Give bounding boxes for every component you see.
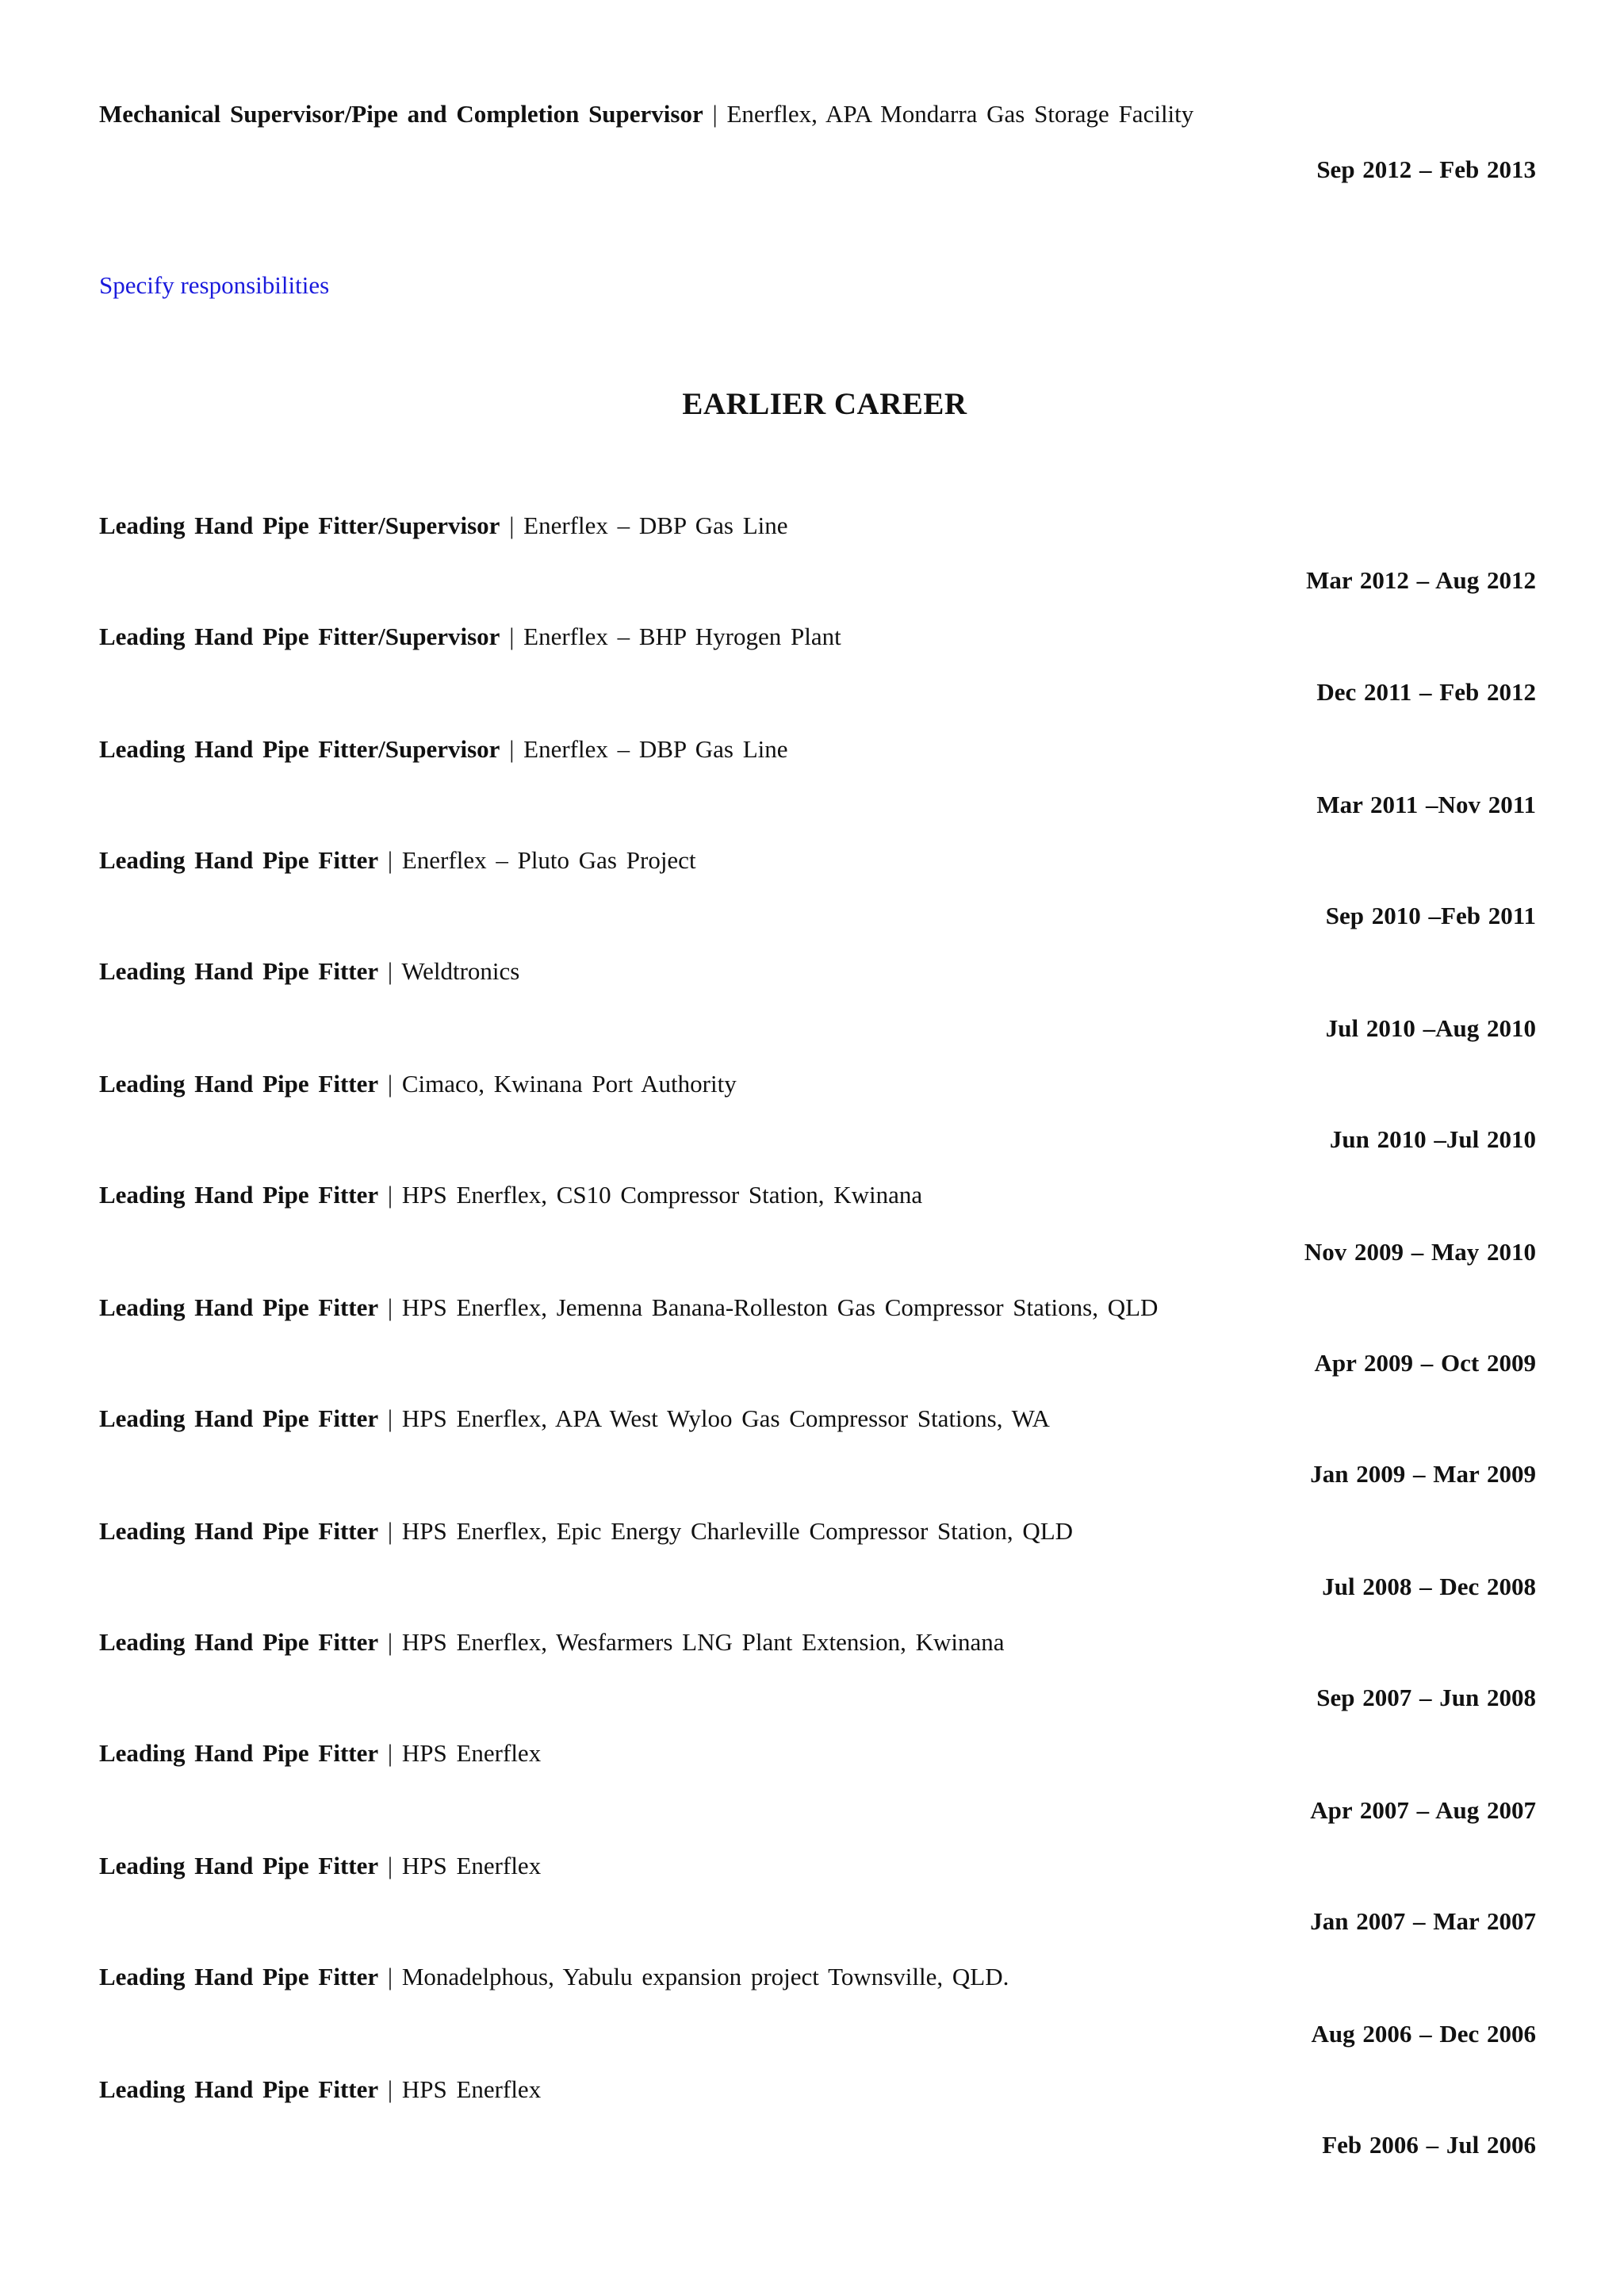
job-employer: Enerflex – BHP Hyrogen Plant	[523, 623, 841, 650]
title-separator: |	[509, 735, 515, 763]
job-dates: Jun 2010 –Jul 2010	[1329, 1125, 1536, 1153]
job-employer: Enerflex – DBP Gas Line	[523, 511, 788, 539]
job-title: Leading Hand Pipe Fitter	[99, 1852, 379, 1879]
earlier-career-heading: EARLIER CAREER	[682, 387, 967, 421]
job-title: Leading Hand Pipe Fitter	[99, 1181, 379, 1209]
current-role-dates: Sep 2012 – Feb 2013	[1316, 155, 1536, 183]
title-separator: |	[387, 1628, 393, 1656]
job-title: Leading Hand Pipe Fitter/Supervisor	[99, 623, 500, 650]
job-entry-title-line	[99, 1738, 541, 1769]
title-separator: |	[387, 1963, 393, 1990]
job-employer: HPS Enerflex, Epic Energy Charleville Compressor Station, QLD	[401, 1517, 1074, 1545]
job-employer: Cimaco, Kwinana Port Authority	[401, 1070, 737, 1098]
title-separator: |	[712, 100, 718, 128]
job-entry-title-line	[99, 1515, 1073, 1547]
job-entry-title-line	[99, 1292, 1158, 1324]
job-entry-title-line	[99, 510, 788, 542]
job-dates: Mar 2011 –Nov 2011	[1316, 791, 1536, 818]
job-title: Leading Hand Pipe Fitter	[99, 1293, 379, 1321]
job-employer: HPS Enerflex, APA West Wyloo Gas Compressor Stations, WA	[401, 1404, 1050, 1432]
job-entry-title-line	[99, 956, 519, 987]
job-title: Leading Hand Pipe Fitter	[99, 1739, 379, 1767]
job-entry-title-line	[99, 734, 788, 765]
title-separator: |	[387, 1739, 393, 1767]
job-dates: Apr 2009 – Oct 2009	[1314, 1349, 1536, 1377]
title-separator: |	[509, 511, 515, 539]
responsibilities-placeholder: Specify responsibilities	[99, 271, 330, 299]
job-title: Leading Hand Pipe Fitter	[99, 1404, 379, 1432]
job-employer: HPS Enerflex, CS10 Compressor Station, Kwinana	[401, 1181, 923, 1209]
job-dates: Aug 2006 – Dec 2006	[1311, 2020, 1536, 2048]
title-separator: |	[509, 623, 515, 650]
job-employer: Enerflex – Pluto Gas Project	[401, 846, 696, 874]
job-dates: Feb 2006 – Jul 2006	[1322, 2131, 1536, 2159]
job-title: Leading Hand Pipe Fitter	[99, 846, 379, 874]
job-title: Leading Hand Pipe Fitter/Supervisor	[99, 511, 500, 539]
job-entry-title-line	[99, 621, 841, 653]
title-separator: |	[387, 1404, 393, 1432]
job-title: Leading Hand Pipe Fitter	[99, 1070, 379, 1098]
job-entry-title-line	[99, 1403, 1050, 1435]
title-separator: |	[387, 1070, 393, 1098]
job-dates: Jan 2007 – Mar 2007	[1310, 1907, 1536, 1935]
job-entry-title-line	[99, 1961, 1009, 1993]
title-separator: |	[387, 846, 393, 874]
job-employer: Enerflex – DBP Gas Line	[523, 735, 788, 763]
job-title: Leading Hand Pipe Fitter	[99, 1963, 379, 1990]
title-separator: |	[387, 1517, 393, 1545]
job-entry-title-line	[99, 2074, 541, 2105]
job-employer: HPS Enerflex, Wesfarmers LNG Plant Extension, Kwinana	[401, 1628, 1005, 1656]
job-employer: HPS Enerflex	[401, 1852, 542, 1879]
job-employer: Monadelphous, Yabulu expansion project Townsville, QLD.	[401, 1963, 1009, 1990]
job-dates: Nov 2009 – May 2010	[1304, 1238, 1536, 1266]
job-entry-title-line	[99, 1626, 1004, 1658]
job-employer: HPS Enerflex, Jemenna Banana-Rolleston Gas Compressor Stations, QLD	[401, 1293, 1159, 1321]
job-dates: Jul 2008 – Dec 2008	[1322, 1573, 1536, 1600]
job-dates: Dec 2011 – Feb 2012	[1316, 678, 1536, 706]
job-title: Leading Hand Pipe Fitter	[99, 1628, 379, 1656]
job-entry-title-line	[99, 845, 696, 876]
current-role-employer: Enerflex, APA Mondarra Gas Storage Facility	[726, 100, 1194, 128]
title-separator: |	[387, 2075, 393, 2103]
title-separator: |	[387, 1293, 393, 1321]
job-dates: Jul 2010 –Aug 2010	[1325, 1014, 1536, 1042]
job-entry-title-line	[99, 1850, 541, 1882]
job-dates: Sep 2010 –Feb 2011	[1325, 902, 1536, 929]
current-role-title-line	[99, 98, 1193, 130]
title-separator: |	[387, 957, 393, 985]
job-employer: HPS Enerflex	[401, 1739, 542, 1767]
job-employer: Weldtronics	[401, 957, 520, 985]
job-title: Leading Hand Pipe Fitter/Supervisor	[99, 735, 500, 763]
current-role-title: Mechanical Supervisor/Pipe and Completion Supervisor	[99, 100, 703, 128]
job-employer: HPS Enerflex	[401, 2075, 542, 2103]
job-title: Leading Hand Pipe Fitter	[99, 2075, 379, 2103]
job-entry-title-line	[99, 1068, 737, 1100]
job-dates: Sep 2007 – Jun 2008	[1316, 1684, 1536, 1711]
job-entry-title-line	[99, 1179, 922, 1211]
job-dates: Mar 2012 – Aug 2012	[1306, 566, 1536, 594]
job-dates: Apr 2007 – Aug 2007	[1310, 1796, 1536, 1824]
title-separator: |	[387, 1181, 393, 1209]
title-separator: |	[387, 1852, 393, 1879]
job-dates: Jan 2009 – Mar 2009	[1310, 1460, 1536, 1488]
job-title: Leading Hand Pipe Fitter	[99, 957, 379, 985]
job-title: Leading Hand Pipe Fitter	[99, 1517, 379, 1545]
